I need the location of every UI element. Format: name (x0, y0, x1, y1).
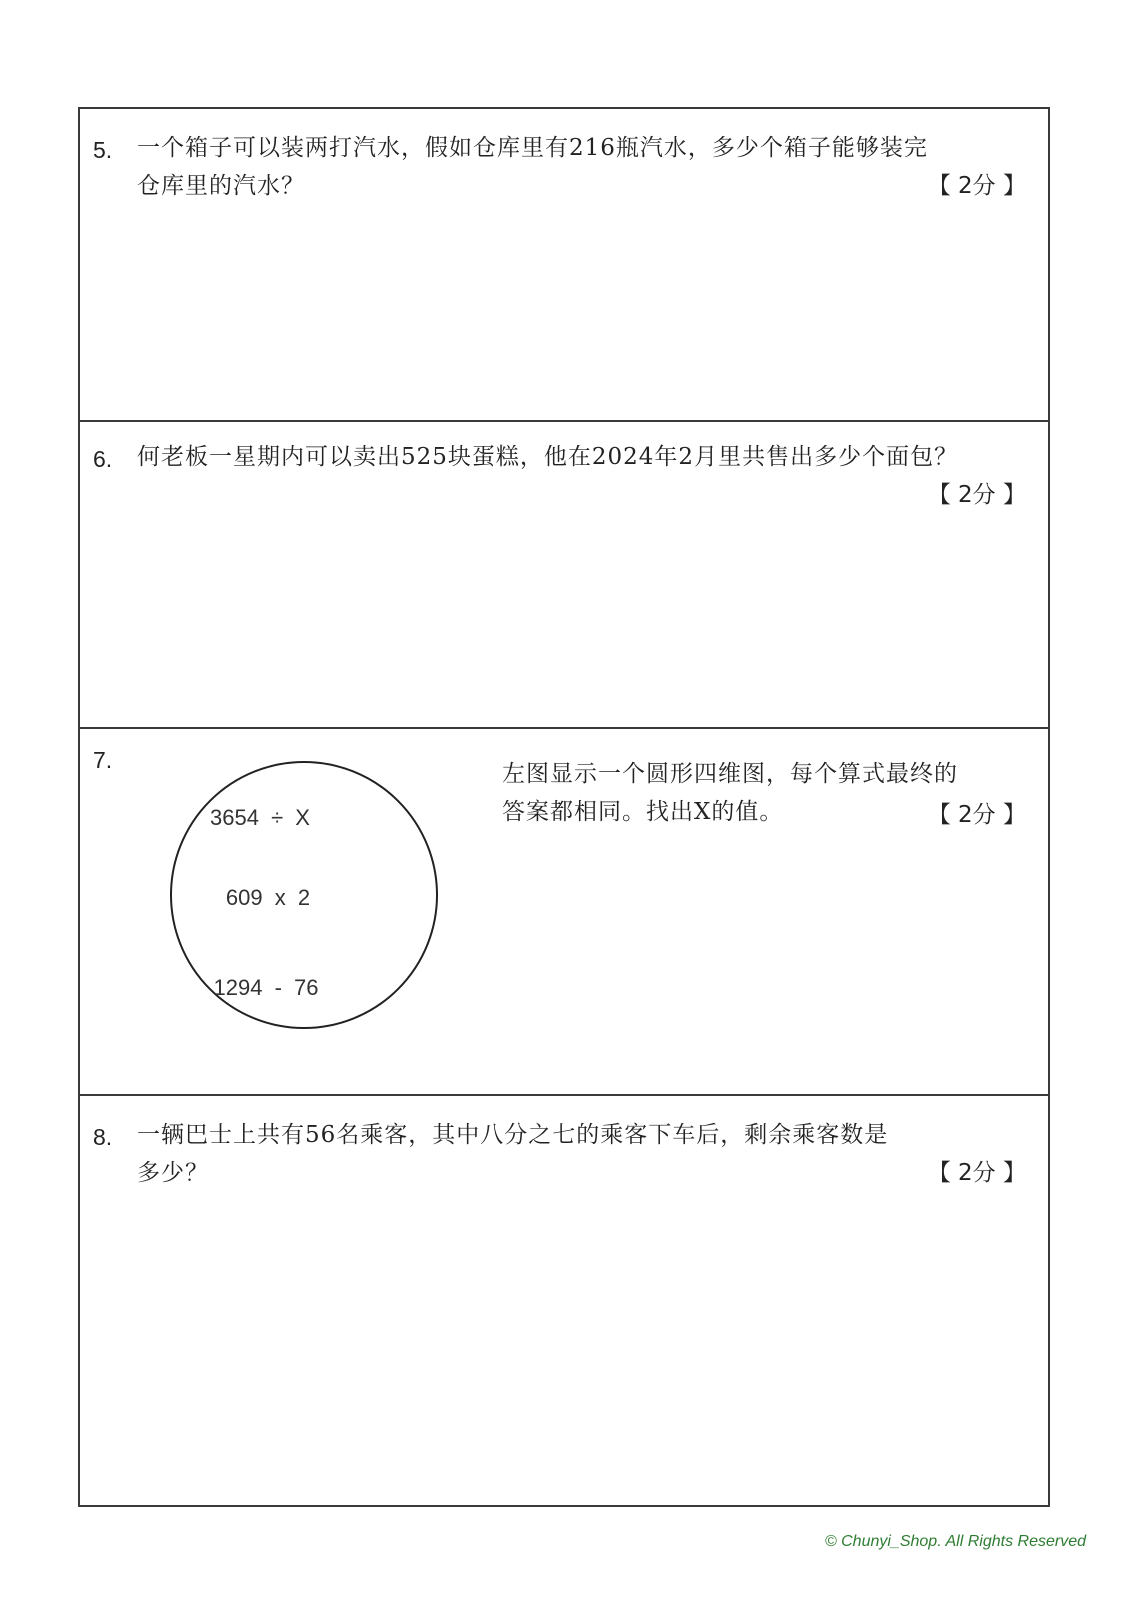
question-text-line2: 多少？ (137, 1160, 209, 1186)
question-number: 7. (93, 747, 113, 773)
question-number: 5. (93, 137, 113, 163)
question-7-box (80, 729, 1048, 1096)
question-text (137, 1116, 1017, 1192)
marks-label: 【 2分 】 (927, 173, 1026, 199)
question-6-box (80, 422, 1048, 729)
question-5-box (80, 109, 1048, 422)
marks-label: 【 2分 】 (927, 802, 1026, 828)
question-number: 6. (93, 446, 113, 472)
question-text-line2: 仓库里的汽水？ (137, 173, 305, 199)
expression-division: 3654 ÷ X (210, 805, 310, 830)
marks-label: 【 2分 】 (927, 482, 1026, 508)
expression-subtraction: 1294 - 76 (213, 975, 319, 1000)
circle-diagram (170, 761, 438, 1029)
question-text-line1: 左图显示一个圆形四维图，每个算式最终的 (502, 761, 958, 787)
expression-multiplication: 609 x 2 (225, 885, 311, 910)
question-text (137, 129, 1017, 205)
question-text-line1: 何老板一星期内可以卖出525块蛋糕，他在2024年2月里共售出多少个面包？ (137, 444, 959, 470)
question-8-box (80, 1096, 1048, 1507)
question-text-line2: 答案都相同。找出X的值。 (502, 799, 784, 825)
worksheet-frame (78, 107, 1050, 1507)
question-text-line1: 一辆巴士上共有56名乘客，其中八分之七的乘客下车后，剩余乘客数是 (137, 1122, 889, 1148)
marks-label: 【 2分 】 (927, 1160, 1026, 1186)
copyright-footer: © Chunyi_Shop. All Rights Reserved (824, 1533, 1086, 1550)
question-number: 8. (93, 1124, 113, 1150)
question-text-line1: 一个箱子可以装两打汽水，假如仓库里有216瓶汽水，多少个箱子能够装完 (137, 135, 928, 161)
question-text (137, 438, 1017, 476)
